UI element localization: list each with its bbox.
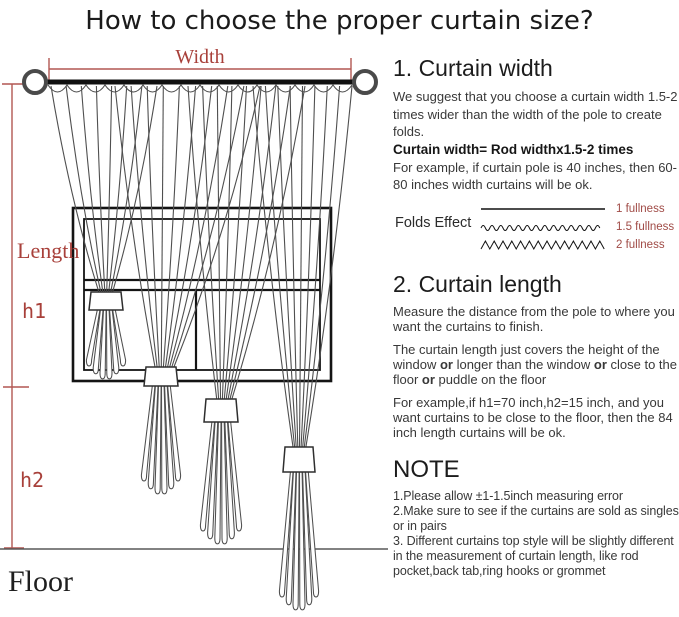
h2-measure-label: h2	[20, 468, 45, 492]
note-item-2: 2.Make sure to see if the curtains are sold as singles or in pairs	[393, 503, 679, 533]
page-title: How to choose the proper curtain size?	[85, 6, 594, 36]
width-formula: Curtain width= Rod widthx1.5-2 times	[393, 141, 634, 157]
folds-effect-label: Folds Effect	[395, 214, 472, 231]
length-measure-label: Length	[17, 238, 80, 263]
h1-measure-label: h1	[22, 299, 47, 323]
curtain-line-art	[0, 58, 388, 610]
note-heading: NOTE	[393, 455, 460, 483]
fullness-row-2	[479, 218, 679, 236]
width-paragraph-suggest: We suggest that you choose a curtain width 1.5-2 times wider than the width of the pole to create folds.	[393, 89, 678, 140]
text-column	[393, 56, 679, 579]
length-paragraph-covers	[393, 342, 679, 387]
floor-label: Floor	[8, 565, 74, 598]
covers-text-1: The curtain length just covers the height of the window	[393, 341, 660, 372]
covers-or-1: or	[439, 356, 453, 372]
covers-or-3: or	[421, 371, 435, 387]
curtain-diagram	[0, 40, 390, 617]
curtain-diagram-drawing	[0, 40, 390, 617]
wavy-line-icon	[479, 220, 607, 234]
straight-line-icon	[479, 202, 607, 216]
fullness-row-3	[479, 236, 679, 254]
covers-text-4: puddle on the floor	[434, 371, 547, 387]
note-item-3: 3. Different curtains top style will be slightly different in the measurement of curtain length, like rod pocket,back tab,ring hooks or grommet	[393, 533, 674, 578]
length-paragraph-measure: Measure the distance from the pole to where you want the curtains to finish.	[393, 303, 675, 334]
fullness-label-1: 1 fullness	[616, 202, 665, 215]
zigzag-line-icon	[479, 238, 607, 252]
covers-text-3: close to the floor	[393, 356, 678, 387]
width-measure-label: Width	[175, 46, 225, 68]
note-item-1: 1.Please allow ±1-1.5inch measuring error	[393, 488, 623, 503]
section-length-heading: 2. Curtain length	[393, 270, 562, 297]
fullness-label-2: 1.5 fullness	[616, 220, 675, 233]
fullness-label-3: 2 fullness	[616, 238, 665, 251]
section-width-heading: 1. Curtain width	[393, 55, 553, 81]
folds-effect-legend	[393, 200, 679, 254]
fullness-row-1	[479, 200, 679, 218]
width-paragraph-example: For example, if curtain pole is 40 inches, then 60-80 inches width curtains will be ok.	[393, 159, 677, 193]
length-paragraph-example: For example,if h1=70 inch,h2=15 inch, and you want curtains to be close to the floor, then the 84 inch length curtains will be ok.	[393, 394, 673, 440]
covers-or-2: or	[593, 356, 607, 372]
covers-text-2: longer than the window	[452, 356, 594, 372]
